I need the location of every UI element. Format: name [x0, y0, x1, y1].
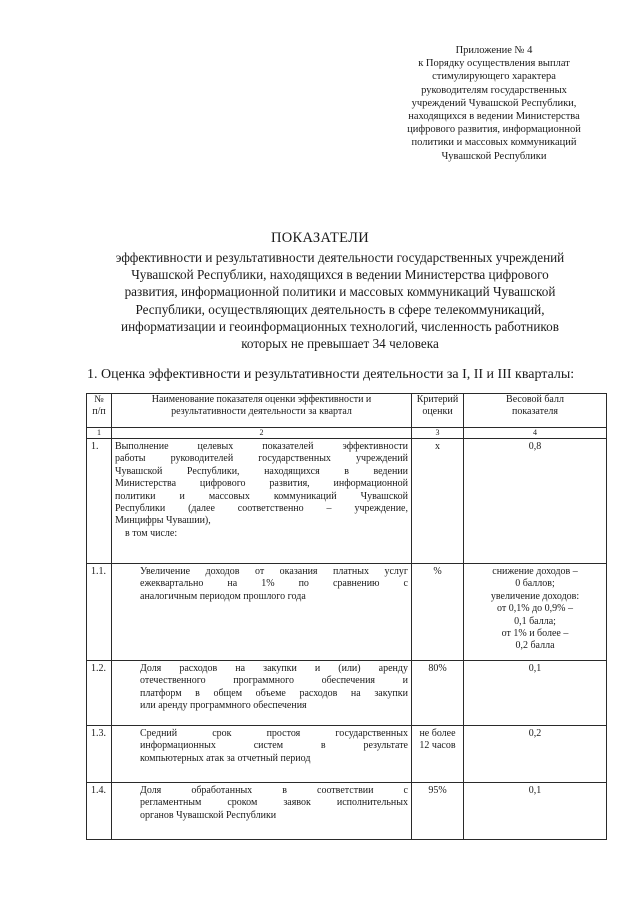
row-name-line: регламентным сроком заявок исполнительных	[140, 797, 408, 809]
appendix-line: Приложение № 4	[455, 45, 533, 56]
row-name-line: компьютерных атак за отчетный период	[140, 752, 311, 764]
row-name-line: отечественного программного обеспечения и	[140, 675, 408, 687]
header-weight-line: показателя	[511, 406, 559, 418]
appendix-line: Чувашской Республики	[441, 150, 547, 162]
row-name	[112, 439, 412, 564]
header-num	[87, 394, 112, 428]
table-row	[87, 726, 607, 783]
row-name-line: Средний срок простоя государственных	[140, 728, 408, 739]
document-title: ПОКАЗАТЕЛИ	[270, 230, 369, 246]
subtitle-line: которых не превышает 34 человека	[241, 336, 439, 352]
row-criterion-line: х	[435, 441, 440, 452]
indicators-table	[86, 393, 607, 840]
index-cell: 1	[87, 428, 112, 439]
section-heading: 1. Оценка эффективности и результативности деятельности за I, II и III кварталы:	[87, 367, 575, 382]
row-criterion	[412, 726, 464, 783]
header-weight	[464, 394, 607, 428]
appendix-line: цифрового развития, информационной	[407, 124, 581, 136]
header-weight-line: Весовой балл	[506, 394, 564, 405]
appendix-line: учреждений Чувашской Республики,	[411, 97, 577, 109]
row-name	[112, 783, 412, 840]
row-criterion-line: %	[433, 566, 442, 577]
row-num: 1.1.	[87, 564, 112, 661]
row-name-line: Доля обработанных в соответствии с	[140, 785, 408, 796]
header-name-line: результативности деятельности за квартал	[171, 406, 352, 418]
row-name-line: Чувашской Республики, находящихся в ведении	[115, 465, 408, 477]
row-weight-line: от 0,1% до 0,9% –	[497, 603, 573, 615]
document-subtitle	[90, 249, 590, 352]
row-name-line: Доля расходов на закупки и (или) аренду	[140, 663, 408, 674]
header-criterion	[412, 394, 464, 428]
row-criterion	[412, 661, 464, 726]
row-criterion-line: 95%	[428, 785, 447, 796]
row-name-line: работы руководителей государственных учреждений	[115, 453, 408, 465]
table-row	[87, 783, 607, 840]
row-criterion-line: 80%	[428, 663, 447, 674]
subtitle-line: развития, информационной политики и массовых коммуникаций Чувашской	[124, 284, 556, 300]
row-weight	[464, 661, 607, 726]
header-num-line: №	[94, 394, 104, 405]
row-name-line: Минцифры Чувашии),	[115, 515, 211, 527]
row-name-line: аналогичным периодом прошлого года	[140, 590, 306, 602]
row-weight-line: 0,1 балла;	[514, 615, 556, 627]
row-criterion	[412, 564, 464, 661]
row-criterion	[412, 783, 464, 840]
row-name	[112, 726, 412, 783]
table-header-row	[87, 394, 607, 428]
row-criterion-line: не более	[419, 728, 456, 739]
row-criterion	[412, 439, 464, 564]
row-weight-line: 0,1	[528, 663, 542, 674]
row-weight-line: 0,8	[528, 441, 542, 452]
row-num: 1.2.	[87, 661, 112, 726]
header-criterion-line: оценки	[422, 406, 453, 418]
row-weight-line: увеличение доходов:	[490, 590, 580, 602]
row-num: 1.3.	[87, 726, 112, 783]
row-name-line: Министерства цифрового развития, информационной	[115, 478, 408, 490]
subtitle-line: Чувашской Республики, находящихся в ведении Министерства цифрового	[131, 267, 549, 283]
header-name-line: Наименование показателя оценки эффективности и	[151, 394, 372, 405]
subtitle-line: Республики, осуществляющих деятельность в сфере телекоммуникаций,	[135, 301, 545, 317]
index-cell: 2	[112, 428, 412, 439]
row-num: 1.4.	[87, 783, 112, 840]
row-weight-line: от 1% и более –	[501, 628, 569, 640]
row-name-line: или аренду программного обеспечения	[140, 700, 307, 712]
table-row	[87, 661, 607, 726]
appendix-line: политики и массовых коммуникаций	[411, 137, 577, 149]
row-weight	[464, 726, 607, 783]
appendix-line: руководителям государственных	[421, 84, 567, 96]
index-cell: 3	[412, 428, 464, 439]
row-weight	[464, 564, 607, 661]
row-name	[112, 564, 412, 661]
table-index-row	[87, 428, 607, 439]
header-criterion-line: Критерий	[416, 394, 459, 405]
row-name-line: органов Чувашской Республики	[140, 809, 277, 821]
appendix-note	[378, 44, 610, 163]
table-row	[87, 439, 607, 564]
subtitle-line: информатизации и геоинформационных технологий, численность работников	[121, 318, 559, 334]
row-weight	[464, 783, 607, 840]
subtitle-line: эффективности и результативности деятельности государственных учреждений	[115, 250, 565, 265]
row-weight-line: 0,2	[528, 728, 542, 739]
appendix-line: к Порядку осуществления выплат	[418, 58, 570, 70]
row-name-line: политики и массовых коммуникаций Чувашской	[115, 490, 408, 502]
row-name-line: в том числе:	[125, 527, 178, 539]
table-row	[87, 564, 607, 661]
row-weight-line: 0,2 балла	[515, 640, 555, 652]
row-name-line: информационных систем в результате	[140, 740, 408, 752]
row-weight-line: 0 баллов;	[515, 578, 555, 590]
appendix-line: стимулирующего характера	[432, 71, 556, 83]
row-weight-line: снижение доходов –	[492, 566, 578, 577]
row-weight-line: 0,1	[528, 785, 542, 796]
row-criterion-line: 12 часов	[419, 740, 456, 752]
index-cell: 4	[464, 428, 607, 439]
header-name	[112, 394, 412, 428]
row-weight	[464, 439, 607, 564]
row-name-line: Увеличение доходов от оказания платных услуг	[140, 566, 408, 577]
row-num: 1.	[87, 439, 112, 564]
row-name	[112, 661, 412, 726]
appendix-line: находящихся в ведении Министерства	[408, 111, 580, 123]
row-name-line: Выполнение целевых показателей эффективности	[115, 441, 408, 452]
row-name-line: Республики (далее соответственно – учреждение,	[115, 503, 408, 515]
row-name-line: ежеквартально на 1% по сравнению с	[140, 578, 408, 590]
header-num-line: п/п	[92, 406, 106, 418]
row-name-line: платформ в общем объеме расходов на закупки	[140, 687, 408, 699]
